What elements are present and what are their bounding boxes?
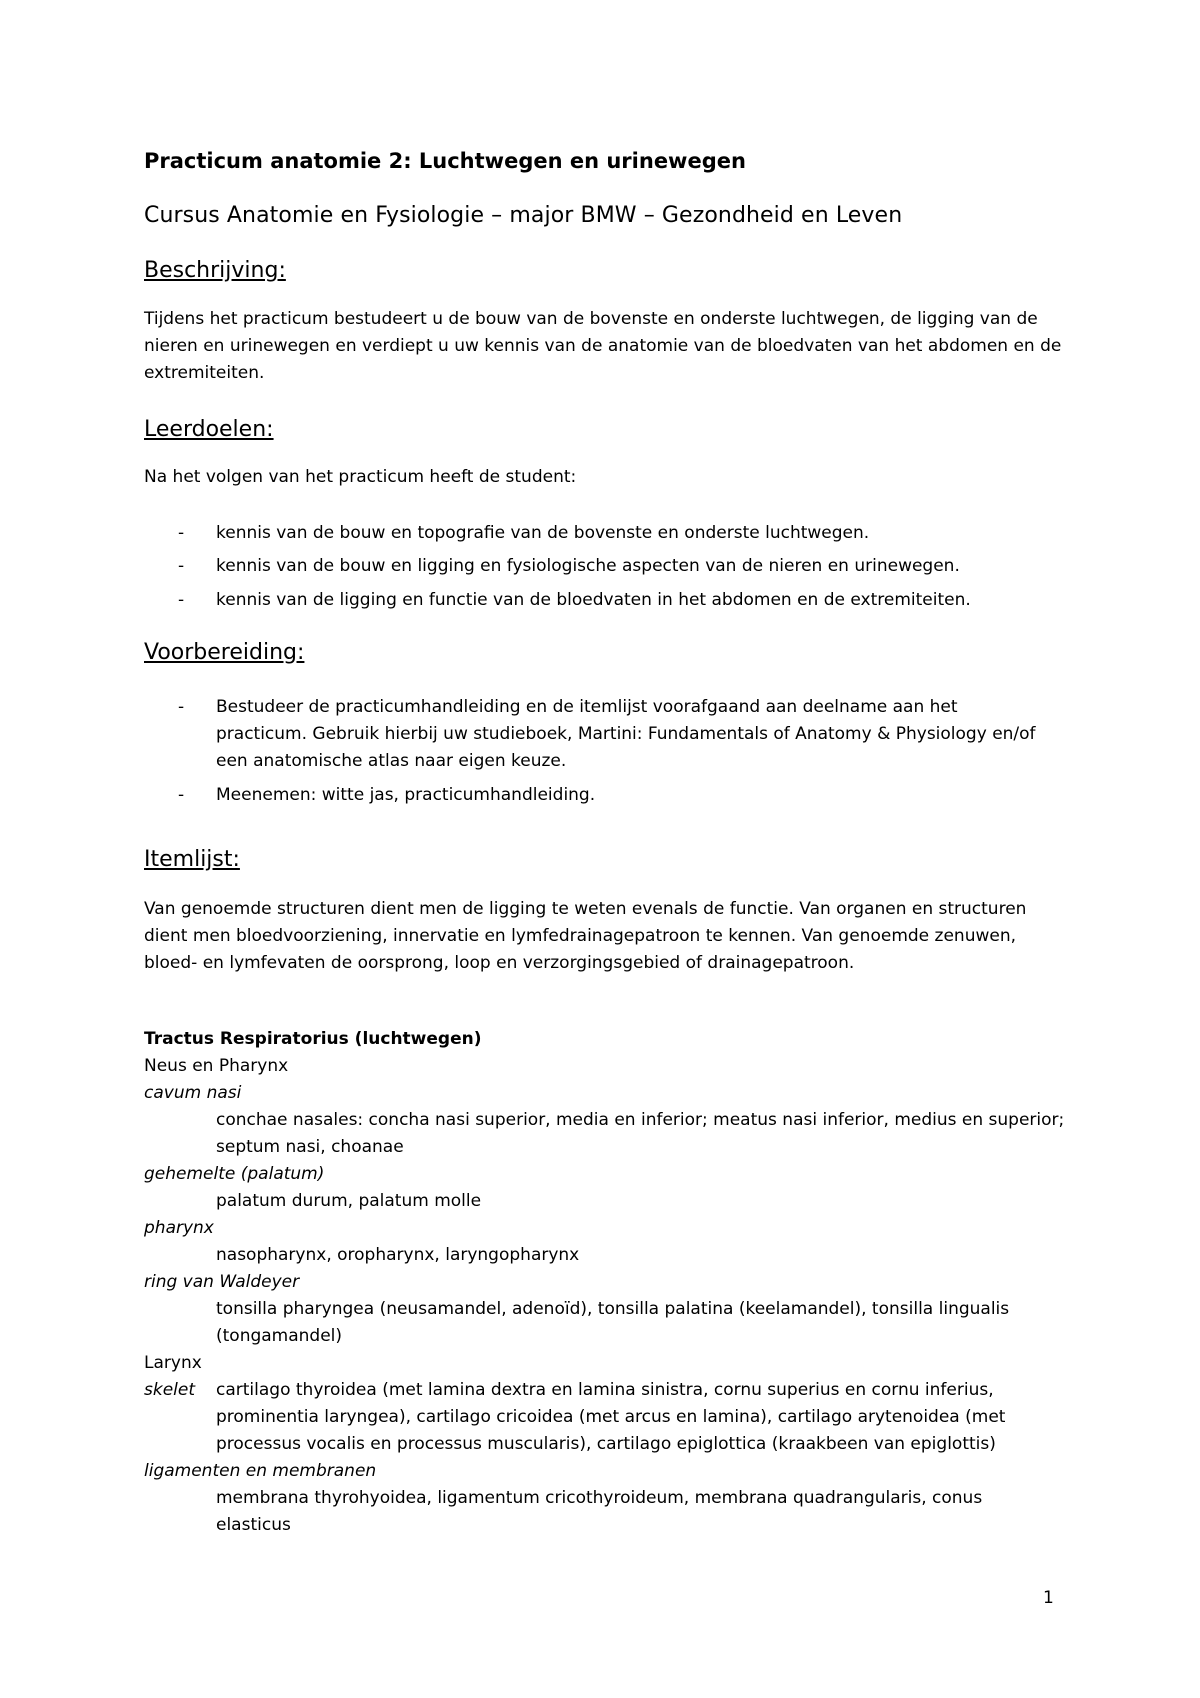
page-number: 1 — [1043, 1588, 1054, 1608]
label-cavum-nasi: cavum nasi — [144, 1083, 242, 1103]
gehemelte-text: palatum durum, palatum molle — [216, 1191, 482, 1211]
leerdoelen-intro: Na het volgen van het practicum heeft de student: — [144, 467, 577, 487]
waldeyer-text: (tongamandel) — [216, 1326, 343, 1346]
document-page: Practicum anatomie 2: Luchtwegen en urinewegen Cursus Anatomie en Fysiologie – major BMW – Gezondheid en Leven Beschrijving: Tijdens het practicum bestudeert u de bouw van de bovenste en onderste luchtwegen, de ligging van de nieren en urinewegen en verdiept u uw kennis van de anatomie van de bloedvaten van het abdomen en de extremiteiten. Leerdoelen: Na het volgen van het practicum heeft de student: - kennis van de bouw en topografie van de bovenste en onderste luchtwegen. - kennis van de bouw en ligging en fysiologische aspecten van de nieren en urinewegen. - kennis van de ligging en functie van de bloedvaten in het abdomen en de extremiteiten. Voorbereiding: - Bestudeer de practicumhandleiding en de itemlijst voorafgaand aan deelname aan het practicum. Gebruik hierbij uw studieboek, Martini: Fundamentals of Anatomy & Physiology en/of een anatomische atlas naar eigen keuze. - Meenemen: witte jas, practicumhandleiding. Itemlijst: Van genoemde structuren dient men de ligging te weten evenals de functie. Van organen en structuren dient men bloedvoorziening, innervatie en lymfedrainagepatroon te kennen. Van genoemde zenuwen, bloed- en lymfevaten de oorsprong, loop en verzorgingsgebied of drainagepatroon. Tractus Respiratorius (luchtwegen) Neus en Pharynx cavum nasi conchae nasales: concha nasi superior, media en inferior; meatus nasi inferior, medius en superior; septum nasi, choanae gehemelte (palatum) palatum durum, palatum molle pharynx nasopharynx, oropharynx, laryngopharynx ring van Waldeyer tonsilla pharyngea (neusamandel, adenoïd), tonsilla palatina (keelamandel), tonsilla lingualis (tongamandel) Larynx skelet cartilago thyroidea (met lamina dextra en lamina sinistra, cornu superius en cornu inferius, prominentia laryngea), cartilago cricoidea (met arcus en lamina), cartilago arytenoidea (met processus vocalis en processus muscularis), cartilago epiglottica (kraakbeen van epiglottis) ligamenten en membranen membrana thyrohyoidea, ligamentum cricothyroideum, membrana quadrangularis, conus elasticus 1 — [144, 149, 1065, 1608]
leerdoel-item: kennis van de bouw en topografie van de bovenste en onderste luchtwegen. — [216, 523, 870, 543]
voorbereiding-item: Meenemen: witte jas, practicumhandleiding. — [216, 785, 596, 805]
cavum-nasi-text: conchae nasales: concha nasi superior, media en inferior; meatus nasi inferior, medius en superior; — [216, 1110, 1065, 1130]
subsection-neus-pharynx: Neus en Pharynx — [144, 1056, 289, 1076]
cavum-nasi-text: septum nasi, choanae — [216, 1137, 404, 1157]
subsection-larynx: Larynx — [144, 1353, 202, 1373]
waldeyer-text: tonsilla pharyngea (neusamandel, adenoïd), tonsilla palatina (keelamandel), tonsilla lingualis — [216, 1299, 1010, 1319]
skelet-text: cartilago thyroidea (met lamina dextra en lamina sinistra, cornu superius en cornu inferius, — [216, 1380, 994, 1400]
skelet-text: processus vocalis en processus muscularis), cartilago epiglottica (kraakbeen van epiglottis) — [216, 1434, 996, 1454]
document-title: Practicum anatomie 2: Luchtwegen en urinewegen — [144, 149, 746, 173]
beschrijving-text: Tijdens het practicum bestudeert u de bouw van de bovenste en onderste luchtwegen, de ligging van de nieren en urinewegen en verdiept u uw kennis van de anatomie van de bloedvaten van het abdomen en de extremiteiten. — [144, 309, 1062, 383]
tractus-title: Tractus Respiratorius (luchtwegen) — [144, 1029, 482, 1049]
heading-beschrijving: Beschrijving: — [144, 258, 286, 283]
ligamenten-text: membrana thyrohyoidea, ligamentum cricothyroideum, membrana quadrangularis, conus — [216, 1488, 983, 1508]
itemlijst-text: Van genoemde structuren dient men de ligging te weten evenals de functie. Van organen en structuren dient men bloedvoorziening, innervatie en lymfedrainagepatroon te kennen. Van genoemde zenuwen, bloed- en lymfevaten de oorsprong, loop en verzorgingsgebied of drainagepatroon. — [144, 899, 1027, 973]
label-waldeyer: ring van Waldeyer — [144, 1272, 300, 1292]
bullet-dash: - — [178, 590, 185, 610]
heading-leerdoelen: Leerdoelen: — [144, 417, 274, 442]
label-pharynx: pharynx — [144, 1218, 214, 1238]
skelet-text: prominentia laryngea), cartilago cricoidea (met arcus en lamina), cartilago arytenoidea (met — [216, 1407, 1006, 1427]
heading-itemlijst: Itemlijst: — [144, 847, 240, 872]
label-ligamenten: ligamenten en membranen — [144, 1461, 377, 1481]
leerdoel-item: kennis van de bouw en ligging en fysiologische aspecten van de nieren en urinewegen. — [216, 556, 960, 576]
bullet-dash: - — [178, 556, 185, 576]
voorbereiding-item: Bestudeer de practicumhandleiding en de itemlijst voorafgaand aan deelname aan het practicum. Gebruik hierbij uw studieboek, Martini: Fundamentals of Anatomy & Physiology en/of een anatomische atlas naar eigen keuze. — [216, 697, 1036, 771]
label-skelet: skelet — [144, 1380, 196, 1400]
leerdoel-item: kennis van de ligging en functie van de bloedvaten in het abdomen en de extremiteiten. — [216, 590, 971, 610]
label-gehemelte: gehemelte (palatum) — [144, 1164, 325, 1184]
document-subtitle: Cursus Anatomie en Fysiologie – major BMW – Gezondheid en Leven — [144, 203, 903, 228]
bullet-dash: - — [178, 523, 185, 543]
pharynx-text: nasopharynx, oropharynx, laryngopharynx — [216, 1245, 580, 1265]
ligamenten-text: elasticus — [216, 1515, 291, 1535]
heading-voorbereiding: Voorbereiding: — [144, 640, 305, 665]
